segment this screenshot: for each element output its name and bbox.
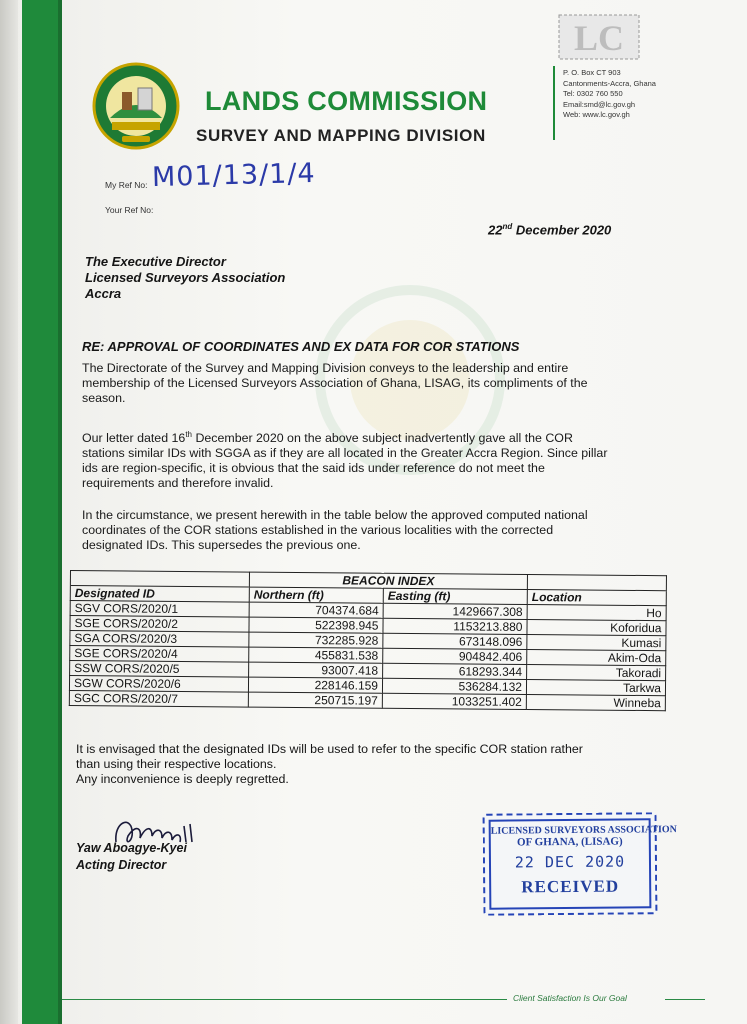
- location-cell: Ho: [527, 604, 666, 620]
- paragraph-line: season.: [82, 391, 126, 405]
- stamp-date: 22 DEC 2020: [514, 852, 626, 872]
- page-edge-shadow: [0, 0, 18, 1024]
- northern-cell: 250715.197: [248, 692, 382, 708]
- stamp-line-2: OF GHANA, (LISAG): [516, 835, 623, 849]
- beacon-index-header: BEACON INDEX: [249, 572, 527, 589]
- northern-cell: 522398.945: [249, 617, 383, 633]
- contact-line: Cantonments-Accra, Ghana: [563, 78, 656, 88]
- stamp-line-1: LICENSED SURVEYORS ASSOCIATION: [490, 824, 677, 837]
- paragraph-line: The Directorate of the Survey and Mapping Division conveys to the leadership and entire: [82, 361, 569, 375]
- addressee-block: [85, 254, 285, 302]
- easting-cell: 1033251.402: [382, 693, 526, 709]
- closing-paragraph: [76, 742, 583, 787]
- lc-badge-text: LC: [573, 18, 625, 58]
- addressee-line: Licensed Surveyors Association: [85, 270, 286, 285]
- paragraph-line: ids are region-specific, it is obvious that the said ids under reference do not meet the: [82, 461, 545, 476]
- addressee-line: The Executive Director: [85, 254, 226, 269]
- paragraph-1: [82, 361, 588, 406]
- green-side-bar: [22, 0, 58, 1024]
- footer-rule-left: [62, 999, 507, 1000]
- addressee-line: Accra: [85, 286, 122, 301]
- easting-cell: 618293.344: [383, 663, 527, 679]
- signatory-name: Yaw Aboagye-Kyei: [76, 841, 187, 855]
- paragraph-line: Our letter dated 16th December 2020 on the above subject inadvertently gave all the COR: [82, 430, 573, 446]
- my-ref-handwritten: M01/13/1/4: [151, 157, 317, 194]
- designated-id-cell: SSW CORS/2020/5: [70, 661, 249, 678]
- easting-cell: 904842.406: [383, 648, 527, 664]
- northern-cell: 455831.538: [249, 647, 383, 663]
- paragraph-line: membership of the Licensed Surveyors Association of Ghana, LISAG, its compliments of the: [82, 376, 588, 390]
- location-cell: Tarkwa: [526, 679, 665, 695]
- contact-line: Web: www.lc.gov.gh: [563, 110, 630, 119]
- your-ref-label: Your Ref No:: [105, 205, 154, 215]
- lands-commission-logo: [92, 62, 180, 150]
- closing-line: It is envisaged that the designated IDs will be used to refer to the specific COR station rather: [76, 742, 583, 756]
- org-title: LANDS COMMISSION: [205, 86, 488, 116]
- location-cell: Akim-Oda: [527, 649, 666, 665]
- green-side-bar-edge: [58, 0, 62, 1024]
- my-ref-label: My Ref No:: [105, 180, 148, 190]
- beacon-index-table: [69, 570, 667, 711]
- division-subtitle: SURVEY AND MAPPING DIVISION: [196, 126, 486, 145]
- location-cell: Takoradi: [527, 664, 666, 680]
- paragraph-line: designated IDs. This supersedes the previous one.: [82, 538, 361, 552]
- northern-cell: 228146.159: [248, 677, 382, 693]
- designated-id-cell: SGC CORS/2020/7: [69, 690, 248, 707]
- northern-cell: 732285.928: [249, 632, 383, 648]
- location-cell: Koforidua: [527, 619, 666, 635]
- table-body: [69, 601, 666, 711]
- easting-cell: 1429667.308: [383, 603, 527, 619]
- closing-line: than using their respective locations.: [76, 757, 277, 771]
- closing-line: Any inconvenience is deeply regretted.: [76, 772, 289, 786]
- paragraph-line: requirements and therefore invalid.: [82, 476, 274, 491]
- designated-id-cell: SGE CORS/2020/4: [70, 646, 249, 663]
- location-cell: Winneba: [526, 694, 665, 710]
- paragraph-line: coordinates of the COR stations established in the various localities with the corrected: [82, 523, 554, 537]
- contact-line: P. O. Box CT 903: [563, 68, 621, 77]
- subject-line: RE: APPROVAL OF COORDINATES AND EX DATA FOR COR STATIONS: [82, 339, 520, 354]
- easting-cell: 536284.132: [382, 678, 526, 694]
- date-suffix: nd: [502, 222, 513, 231]
- column-header: Easting (ft): [383, 588, 527, 604]
- paragraph-line: stations similar IDs with SGGA as if they are all located in the Greater Accra Region. Since pillar: [82, 446, 608, 461]
- contact-line: Email:smd@lc.gov.gh: [563, 99, 636, 109]
- contact-block: [563, 68, 656, 121]
- paragraph-3: [82, 508, 588, 553]
- easting-cell: 1153213.880: [383, 618, 527, 634]
- received-stamp: [483, 812, 677, 916]
- northern-cell: 93007.418: [249, 662, 383, 678]
- northern-cell: 704374.684: [249, 602, 383, 618]
- letter-date: [488, 222, 611, 237]
- easting-cell: 673148.096: [383, 633, 527, 649]
- column-header: Northern (ft): [249, 587, 383, 603]
- designated-id-cell: SGW CORS/2020/6: [69, 676, 248, 693]
- signatory-block: [76, 840, 187, 874]
- signatory-title: Acting Director: [76, 858, 167, 872]
- date-day: 22: [488, 222, 503, 238]
- column-header: Designated ID: [70, 586, 249, 603]
- header-divider: [553, 66, 555, 140]
- location-cell: Kumasi: [527, 634, 666, 650]
- designated-id-cell: SGA CORS/2020/3: [70, 631, 249, 648]
- stamp-status: RECEIVED: [521, 876, 620, 897]
- lc-badge-icon: [558, 14, 640, 60]
- contact-line: Tel: 0302 760 550: [563, 89, 623, 98]
- footer-motto: Client Satisfaction Is Our Goal: [513, 993, 627, 1003]
- paragraph-line: In the circumstance, we present herewith in the table below the approved computed national: [82, 508, 588, 522]
- designated-id-cell: SGV CORS/2020/1: [70, 601, 249, 618]
- footer-rule-right: [665, 999, 705, 1000]
- paragraph-2: [82, 427, 607, 491]
- date-rest: December 2020: [515, 222, 612, 238]
- column-header: Location: [527, 589, 666, 605]
- designated-id-cell: SGE CORS/2020/2: [70, 616, 249, 633]
